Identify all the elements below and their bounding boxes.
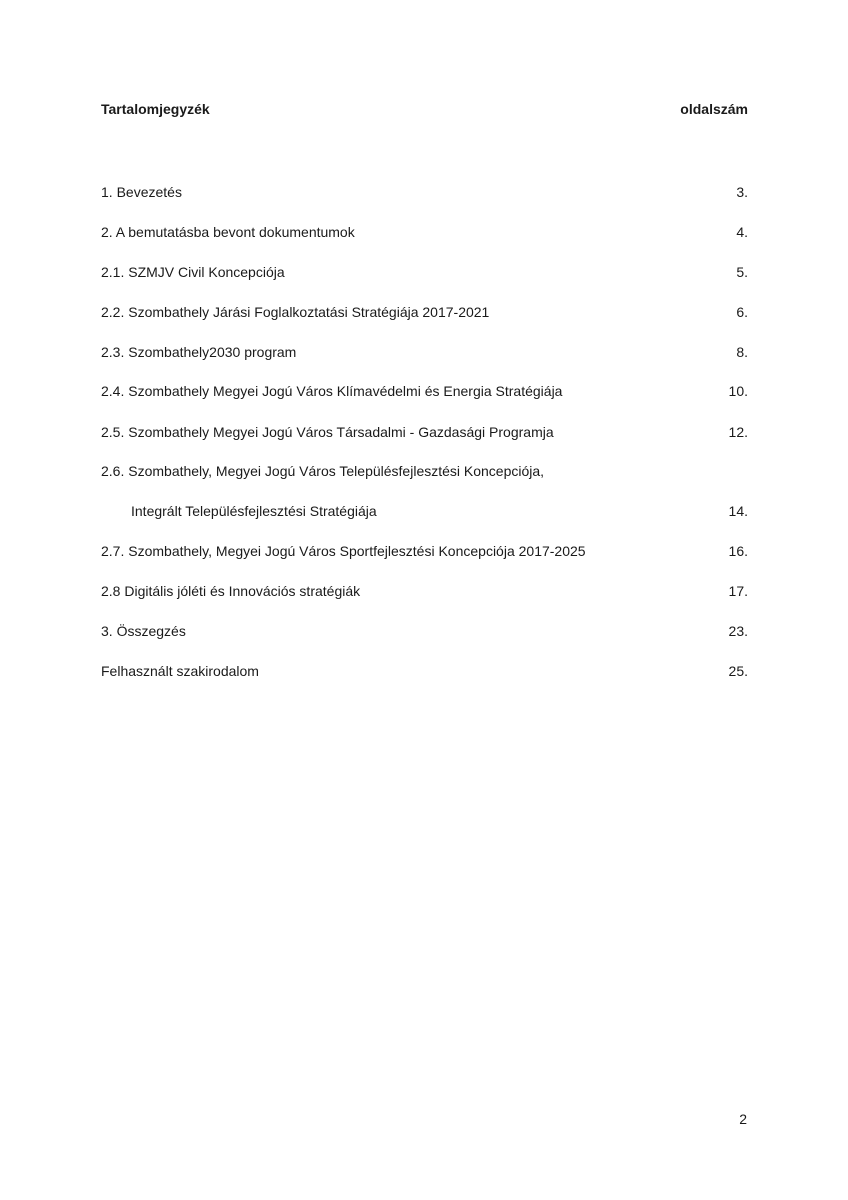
toc-entry-page: 16. bbox=[728, 543, 748, 559]
toc-entry-text: 2.1. SZMJV Civil Koncepciója bbox=[101, 264, 285, 280]
toc-entry-text: 3. Összegzés bbox=[101, 623, 186, 639]
page-number: 2 bbox=[739, 1111, 747, 1127]
toc-entry-page: 17. bbox=[728, 583, 748, 599]
toc-entry-page: 14. bbox=[728, 503, 748, 519]
toc-header bbox=[101, 101, 748, 123]
toc-entry-text: 2.4. Szombathely Megyei Jogú Város Klímavédelmi és Energia Stratégiája bbox=[101, 383, 563, 399]
toc-entry bbox=[101, 620, 748, 642]
toc-entry-text: Integrált Településfejlesztési Stratégiája bbox=[131, 503, 377, 519]
toc-entry bbox=[101, 221, 748, 243]
toc-entry-text: 2.5. Szombathely Megyei Jogú Város Társadalmi - Gazdasági Programja bbox=[101, 424, 554, 440]
toc-entry bbox=[101, 660, 748, 682]
toc-entry-page: 12. bbox=[728, 424, 748, 440]
toc-entry-continuation bbox=[101, 500, 748, 522]
toc-entry bbox=[101, 181, 748, 203]
toc-entry-page: 10. bbox=[728, 383, 748, 399]
toc-entry-text: 2.7. Szombathely, Megyei Jogú Város Sportfejlesztési Koncepciója 2017-2025 bbox=[101, 543, 586, 559]
toc-entry-text: 2.6. Szombathely, Megyei Jogú Város Településfejlesztési Koncepciója, bbox=[101, 463, 545, 479]
toc-entry bbox=[101, 301, 748, 323]
toc-entry-text: 1. Bevezetés bbox=[101, 184, 182, 200]
toc-entry-text: 2.2. Szombathely Járási Foglalkoztatási Stratégiája 2017-2021 bbox=[101, 304, 490, 320]
toc-page-column-label: oldalszám bbox=[680, 101, 748, 117]
toc-title: Tartalomjegyzék bbox=[101, 101, 210, 117]
toc-entry bbox=[101, 380, 748, 402]
toc-entry bbox=[101, 580, 748, 602]
toc-entry-page: 25. bbox=[728, 663, 748, 679]
toc-entry bbox=[101, 261, 748, 283]
toc-entry bbox=[101, 341, 748, 363]
toc-entry-page: 3. bbox=[736, 184, 748, 200]
toc-entry bbox=[101, 460, 748, 482]
toc-entry bbox=[101, 540, 748, 562]
toc-entry-text: 2.8 Digitális jóléti és Innovációs stratégiák bbox=[101, 583, 361, 599]
toc-entry-page: 4. bbox=[736, 224, 748, 240]
toc-entry-page: 23. bbox=[728, 623, 748, 639]
toc-entry-page: 5. bbox=[736, 264, 748, 280]
toc-entry-page: 8. bbox=[736, 344, 748, 360]
toc-entry bbox=[101, 421, 748, 443]
toc-entry-text: Felhasznált szakirodalom bbox=[101, 663, 259, 679]
toc-entry-text: 2. A bemutatásba bevont dokumentumok bbox=[101, 224, 355, 240]
toc-entry-text: 2.3. Szombathely2030 program bbox=[101, 344, 297, 360]
toc-entry-page: 6. bbox=[736, 304, 748, 320]
